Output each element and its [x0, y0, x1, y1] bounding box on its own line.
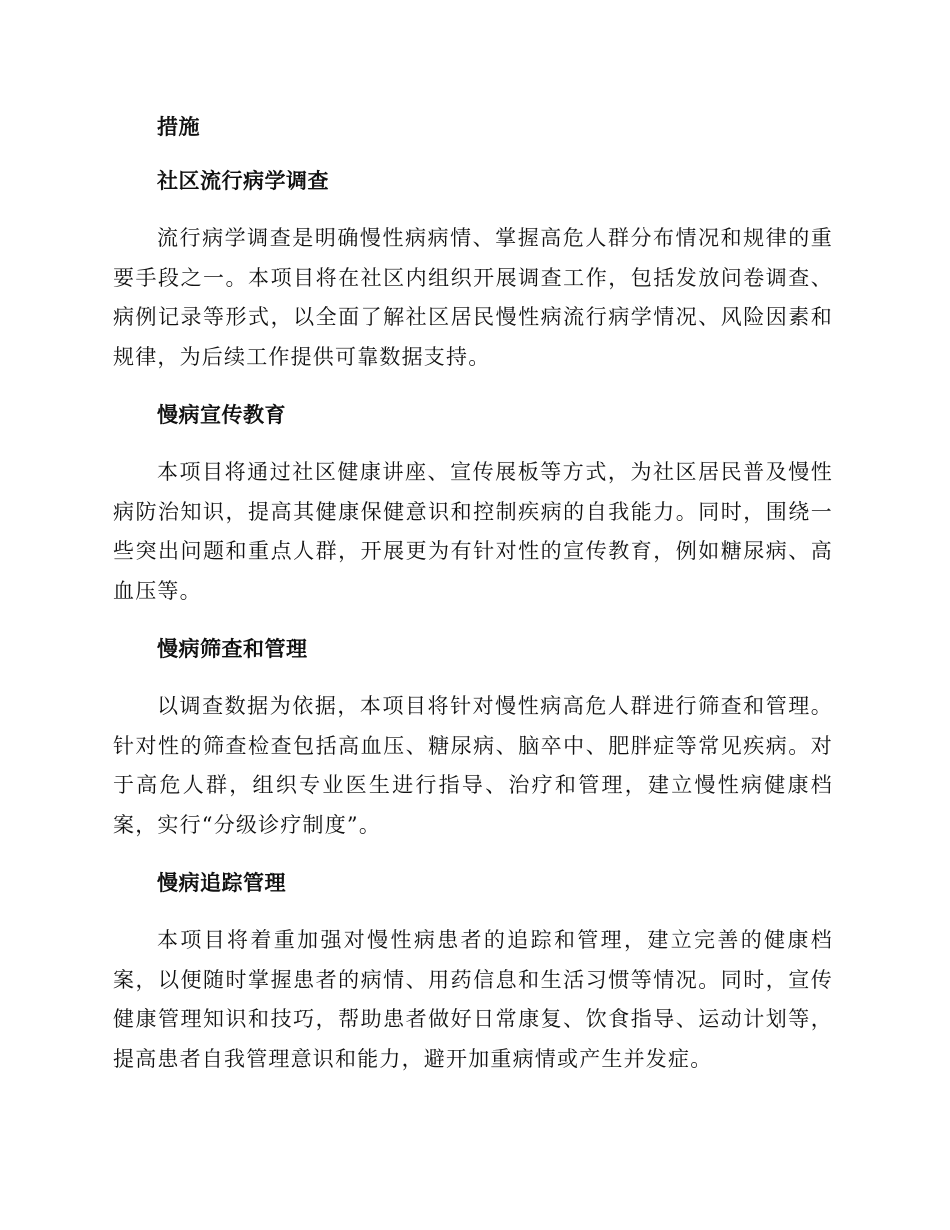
section-heading-measures: 措施	[157, 115, 200, 139]
document-page	[113, 111, 833, 1079]
section-heading-screening: 慢病筛查和管理	[157, 637, 308, 661]
paragraph-epidemiology: 流行病学调查是明确慢性病病情、掌握高危人群分布情况和规律的重要手段之一。本项目将在社区内组织开展调查工作，包括发放问卷调查、病例记录等形式，以全面了解社区居民慢性病流行病学情况、风险因素和规律，为后续工作提供可靠数据支持。	[113, 226, 833, 369]
section-heading-epidemiology: 社区流行病学调查	[157, 169, 329, 193]
section-heading-tracking: 慢病追踪管理	[157, 871, 286, 895]
paragraph-tracking: 本项目将着重加强对慢性病患者的追踪和管理，建立完善的健康档案，以便随时掌握患者的病情、用药信息和生活习惯等情况。同时，宣传健康管理知识和技巧，帮助患者做好日常康复、饮食指导、运动计划等，提高患者自我管理意识和能力，避开加重病情或产生并发症。	[113, 928, 833, 1071]
paragraph-screening: 以调查数据为依据，本项目将针对慢性病高危人群进行筛查和管理。针对性的筛查检查包括高血压、糖尿病、脑卒中、肥胖症等常见疾病。对于高危人群，组织专业医生进行指导、治疗和管理，建立慢性病健康档案，实行“分级诊疗制度”。	[113, 694, 833, 837]
paragraph-education: 本项目将通过社区健康讲座、宣传展板等方式，为社区居民普及慢性病防治知识，提高其健康保健意识和控制疾病的自我能力。同时，围绕一些突出问题和重点人群，开展更为有针对性的宣传教育，例如糖尿病、高血压等。	[113, 460, 833, 603]
section-heading-education: 慢病宣传教育	[157, 403, 286, 427]
